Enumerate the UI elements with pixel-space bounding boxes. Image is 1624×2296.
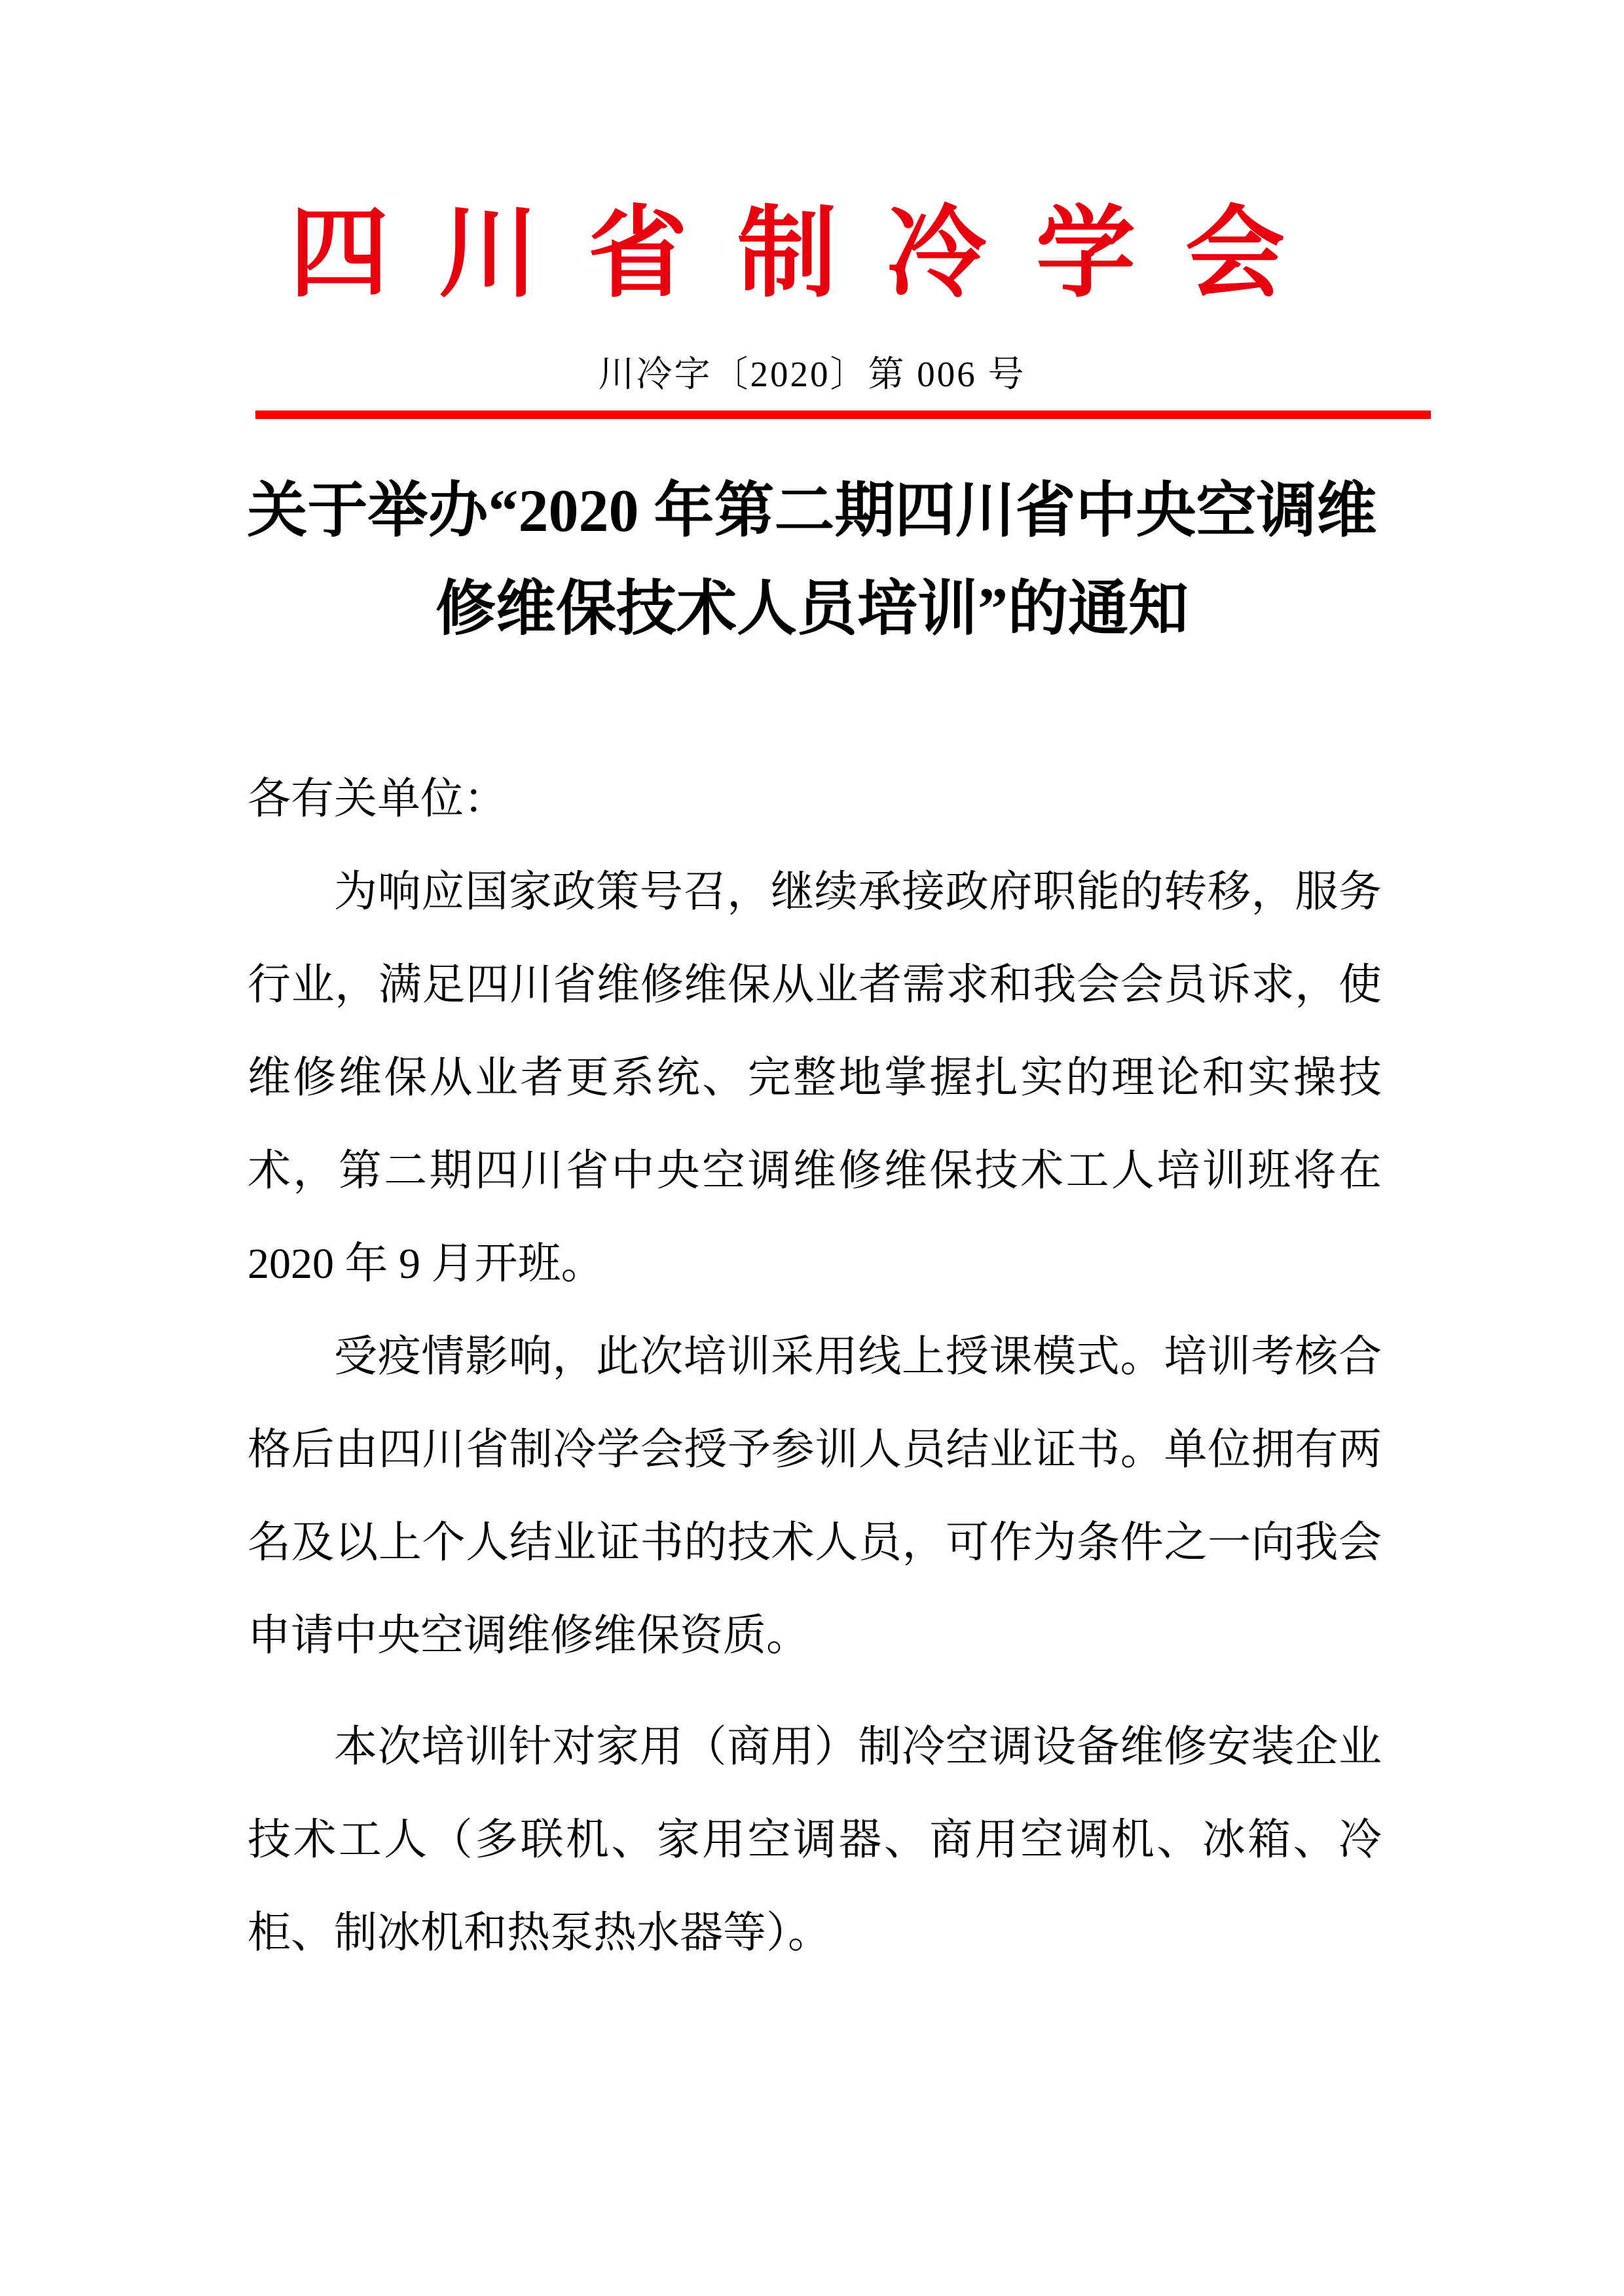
letterhead-org-name: 四川省制冷学会 [289,199,1335,309]
body-paragraph: 为响应国家政策号召，继续承接政府职能的转移，服务行业，满足四川省维修维保从业者需求和我会会员诉求，使维修维保从业者更系统、完整地掌握扎实的理论和实操技术，第二期四川省中央空调维修维保技术工人培训班将在 2020 年 9 月开班。 [248,868,1382,1288]
document-body [248,753,1382,1980]
notice-title [0,462,1624,658]
red-divider-line [255,410,1431,419]
notice-title-line-1: 关于举办“2020 年第二期四川省中央空调维 [247,477,1377,544]
document-number: 川冷字〔2020〕第 006 号 [598,354,1026,394]
body-paragraph: 本次培训针对家用（商用）制冷空调设备维修安装企业技术工人（多联机、家用空调器、商用空调机、冰箱、冷柜、制冰机和热泵热水器等）。 [248,1723,1382,1957]
salutation: 各有关单位： [248,775,507,823]
notice-title-line-2: 修维保技术人员培训”的通知 [435,575,1189,642]
body-paragraph: 受疫情影响，此次培训采用线上授课模式。培训考核合格后由四川省制冷学会授予参训人员结业证书。单位拥有两名及以上个人结业证书的技术人员，可作为条件之一向我会申请中央空调维修维保资质。 [248,1333,1382,1660]
